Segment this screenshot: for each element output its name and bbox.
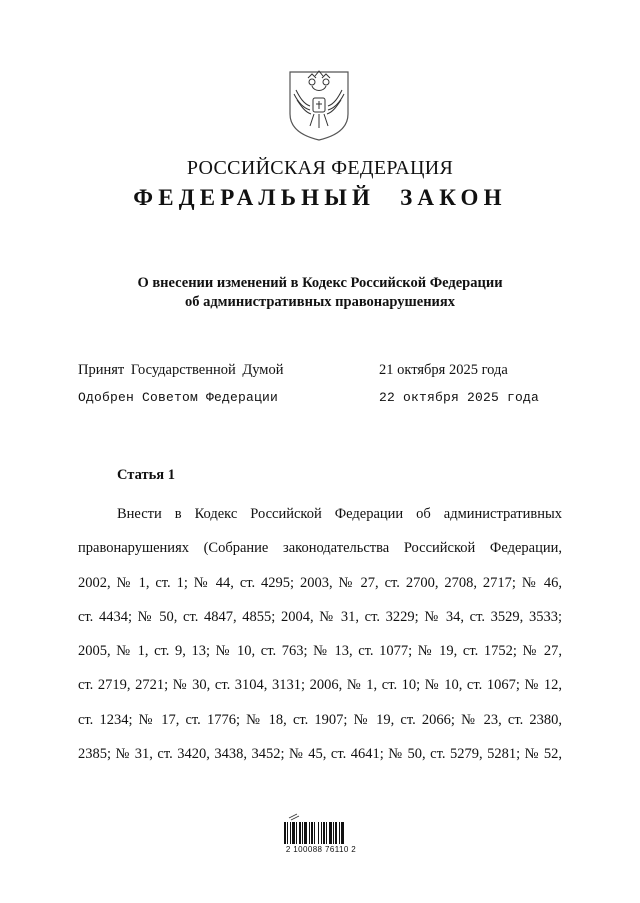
article-line: Внести в Кодекс Российской Федерации об административных	[117, 506, 562, 522]
article-line: ст. 1234; № 17, ст. 1776; № 18, ст. 1907; № 19, ст. 2066; № 23, ст. 2380,	[78, 711, 562, 728]
law-title-line-1: О внесении изменений в Кодекс Российской Федерации	[137, 275, 503, 291]
article-line: ст. 2719, 2721; № 30, ст. 3104, 3131; 2006, № 1, ст. 10; № 10, ст. 1067; № 12,	[78, 677, 562, 694]
law-title	[0, 274, 640, 312]
duma-adoption-label: Принят Государственной Думой	[78, 362, 284, 378]
article-heading: Статья 1	[117, 467, 175, 483]
duma-adoption-date: 21 октября 2025 года	[379, 362, 508, 378]
document-type: ФЕДЕРАЛЬНЫЙ ЗАКОН	[133, 185, 507, 210]
country-name: РОССИЙСКАЯ ФЕДЕРАЦИЯ	[186, 157, 454, 179]
article-body	[78, 497, 562, 771]
article-line: правонарушениях (Собрание законодательства Российской Федерации,	[78, 540, 562, 557]
council-approval-date: 22 октября 2025 года	[379, 390, 540, 405]
article-line: 2002, № 1, ст. 1; № 44, ст. 4295; 2003, № 27, ст. 2700, 2708, 2717; № 46,	[78, 574, 562, 591]
article-line: ст. 4434; № 50, ст. 4847, 4855; 2004, № 31, ст. 3229; № 34, ст. 3529, 3533;	[78, 608, 562, 625]
article-line: 2005, № 1, ст. 9, 13; № 10, ст. 763; № 13, ст. 1077; № 19, ст. 1752; № 27,	[78, 643, 562, 660]
article-line: 2385; № 31, ст. 3420, 3438, 3452; № 45, ст. 4641; № 50, ст. 5279, 5281; № 52,	[78, 746, 562, 763]
council-approval-label: Одобрен Советом Федерации	[78, 390, 279, 405]
law-title-line-2: об административных правонарушениях	[184, 294, 456, 310]
coat-of-arms-icon	[284, 68, 354, 142]
barcode-number: 2 100088 76110 2	[285, 845, 357, 854]
